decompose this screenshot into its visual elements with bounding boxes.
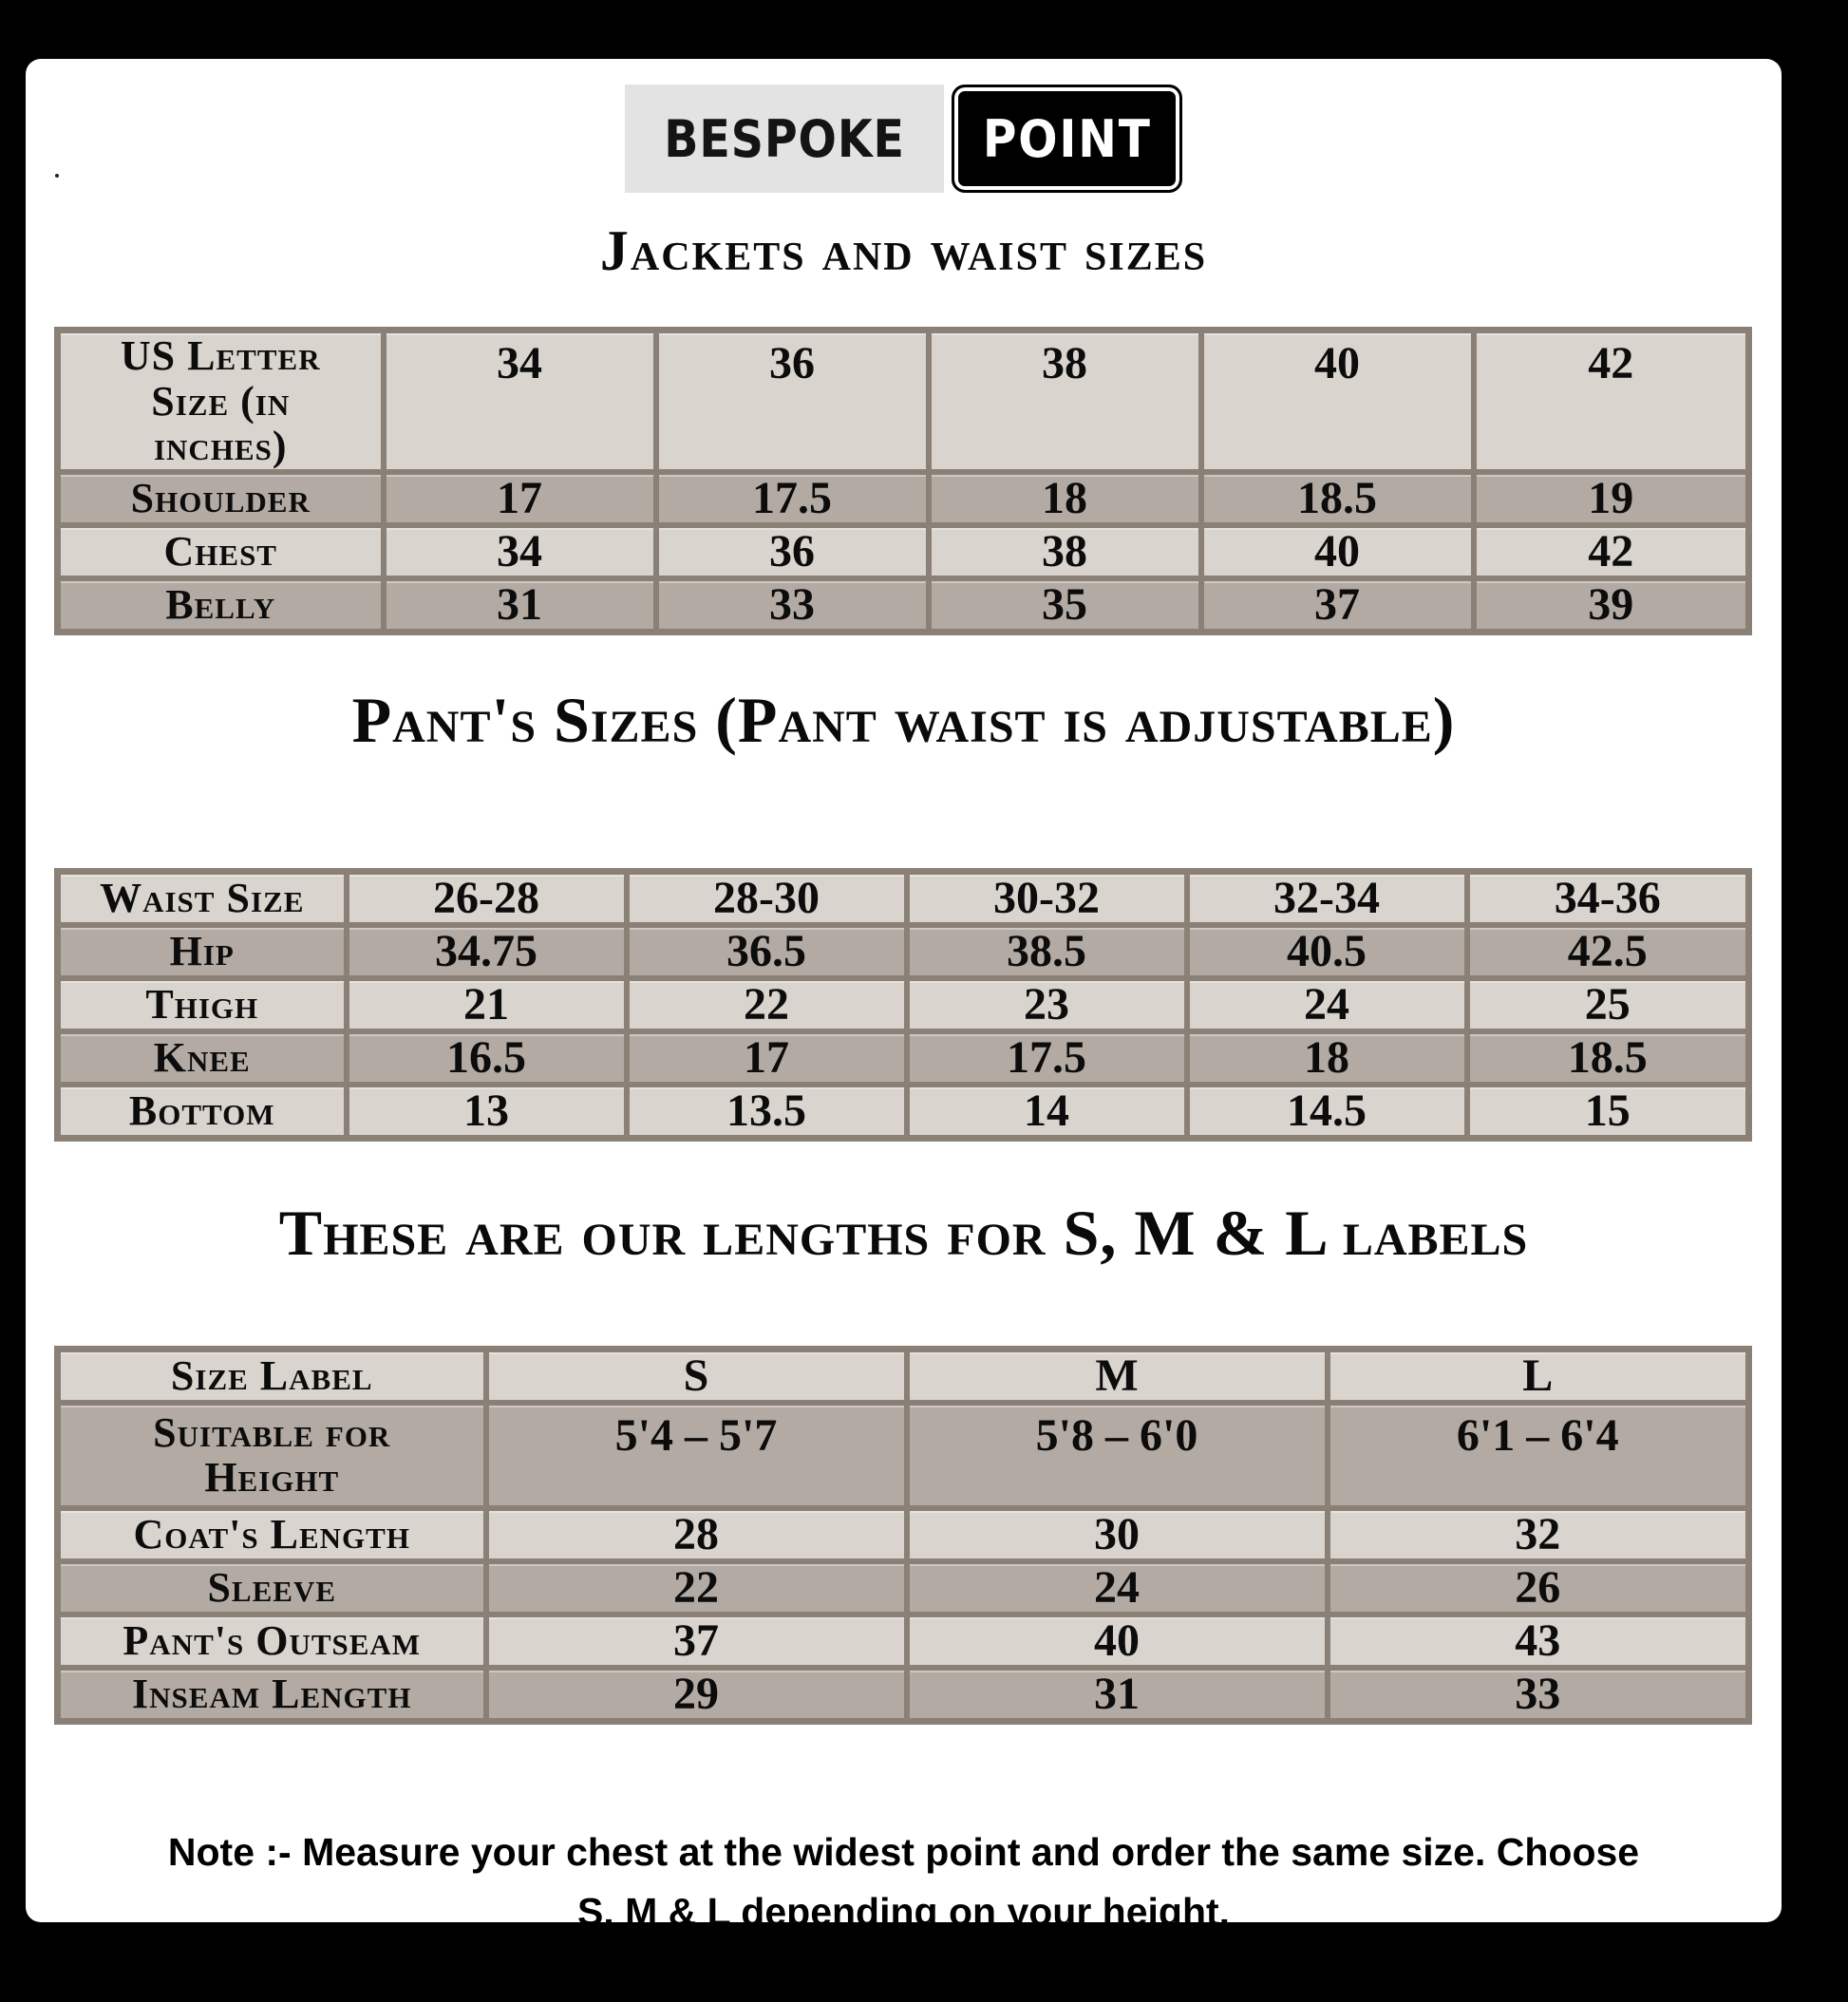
table-cell: 31 xyxy=(384,578,656,633)
table-row xyxy=(58,925,1749,978)
table-cell: 17 xyxy=(627,1031,907,1085)
table-cell: 40 xyxy=(1201,331,1474,472)
table-cell: 6'1 – 6'4 xyxy=(1328,1403,1749,1508)
table-cell: 37 xyxy=(1201,578,1474,633)
row-label: Suitable for Height xyxy=(58,1403,486,1508)
row-label: Bottom xyxy=(58,1085,347,1139)
table-cell: 19 xyxy=(1474,472,1749,525)
table-cell: 24 xyxy=(907,1561,1328,1615)
table-cell: 29 xyxy=(486,1668,907,1722)
table-cell: 37 xyxy=(486,1615,907,1668)
row-label: Coat's Length xyxy=(58,1508,486,1561)
table-row xyxy=(58,331,1749,472)
table-row xyxy=(58,472,1749,525)
table-cell: 28 xyxy=(486,1508,907,1561)
logo-bespoke-text: BESPOKE xyxy=(663,108,905,169)
table-cell: 40 xyxy=(1201,525,1474,578)
table-cell: 42.5 xyxy=(1467,925,1749,978)
sizing-note xyxy=(26,1823,1782,2002)
table-cell: 40 xyxy=(907,1615,1328,1668)
table-cell: 18.5 xyxy=(1467,1031,1749,1085)
table-cell: 14 xyxy=(907,1085,1187,1139)
table-cell: 30-32 xyxy=(907,871,1187,925)
table-cell: S xyxy=(486,1349,907,1403)
pants-section-title: Pant's Sizes (Pant waist is adjustable) xyxy=(351,683,1456,756)
row-label: Pant's Outseam xyxy=(58,1615,486,1668)
table-cell: 21 xyxy=(347,978,627,1031)
table-cell: 40.5 xyxy=(1187,925,1467,978)
note-line-1: Note :- Measure your chest at the widest point and order the same size. Choose xyxy=(167,1829,1640,1874)
table-cell: 5'8 – 6'0 xyxy=(907,1403,1328,1508)
jackets-section-title: Jackets and waist sizes xyxy=(599,219,1208,282)
table-cell: 42 xyxy=(1474,525,1749,578)
table-cell: 16.5 xyxy=(347,1031,627,1085)
table-cell: 25 xyxy=(1467,978,1749,1031)
lengths-section-title: These are our lengths for S, M & L labels xyxy=(278,1196,1529,1269)
table-row xyxy=(58,525,1749,578)
note-line-3: For example : - if your chest is 38 inches and height is 5'10 then order 38 M size xyxy=(167,1949,1640,1993)
table-row xyxy=(58,1668,1749,1722)
table-row xyxy=(58,1031,1749,1085)
table-cell: 36 xyxy=(656,525,929,578)
logo-point-box xyxy=(952,85,1183,193)
row-label: Knee xyxy=(58,1031,347,1085)
table-cell: 34-36 xyxy=(1467,871,1749,925)
table-cell: 36 xyxy=(656,331,929,472)
table-cell: 31 xyxy=(907,1668,1328,1722)
table-cell: 17.5 xyxy=(907,1031,1187,1085)
table-row xyxy=(58,871,1749,925)
table-cell: 38 xyxy=(929,525,1201,578)
table-cell: 24 xyxy=(1187,978,1467,1031)
table-cell: 32-34 xyxy=(1187,871,1467,925)
table-cell: 15 xyxy=(1467,1085,1749,1139)
table-cell: 17.5 xyxy=(656,472,929,525)
table-row xyxy=(58,1615,1749,1668)
brand-logo xyxy=(26,85,1782,193)
table-cell: 18.5 xyxy=(1201,472,1474,525)
table-cell: 22 xyxy=(486,1561,907,1615)
table-row xyxy=(58,1508,1749,1561)
row-label: Inseam Length xyxy=(58,1668,486,1722)
table-cell: 22 xyxy=(627,978,907,1031)
row-label: Thigh xyxy=(58,978,347,1031)
table-cell: 38 xyxy=(929,331,1201,472)
table-cell: 30 xyxy=(907,1508,1328,1561)
table-cell: 28-30 xyxy=(627,871,907,925)
table-cell: 34.75 xyxy=(347,925,627,978)
row-label: US Letter Size (in inches) xyxy=(58,331,384,472)
jackets-waist-table xyxy=(54,327,1752,635)
table-cell: 14.5 xyxy=(1187,1085,1467,1139)
row-label: Waist Size xyxy=(58,871,347,925)
table-row xyxy=(58,1403,1749,1508)
table-row xyxy=(58,1349,1749,1403)
table-cell: 35 xyxy=(929,578,1201,633)
table-cell: 42 xyxy=(1474,331,1749,472)
row-label: Hip xyxy=(58,925,347,978)
table-cell: 13.5 xyxy=(627,1085,907,1139)
table-row xyxy=(58,1085,1749,1139)
table-cell: 26-28 xyxy=(347,871,627,925)
table-cell: L xyxy=(1328,1349,1749,1403)
pants-sizes-table xyxy=(54,868,1752,1142)
table-cell: 33 xyxy=(1328,1668,1749,1722)
table-cell: 43 xyxy=(1328,1615,1749,1668)
row-label: Sleeve xyxy=(58,1561,486,1615)
row-label: Size Label xyxy=(58,1349,486,1403)
table-row xyxy=(58,978,1749,1031)
table-cell: 38.5 xyxy=(907,925,1187,978)
table-cell: 34 xyxy=(384,525,656,578)
table-row xyxy=(58,1561,1749,1615)
row-label: Belly xyxy=(58,578,384,633)
table-cell: 18 xyxy=(1187,1031,1467,1085)
table-cell: 23 xyxy=(907,978,1187,1031)
table-cell: M xyxy=(907,1349,1328,1403)
table-cell: 5'4 – 5'7 xyxy=(486,1403,907,1508)
row-label: Shoulder xyxy=(58,472,384,525)
logo-point-text: POINT xyxy=(982,108,1152,169)
table-cell: 34 xyxy=(384,331,656,472)
table-cell: 13 xyxy=(347,1085,627,1139)
table-cell: 32 xyxy=(1328,1508,1749,1561)
table-cell: 26 xyxy=(1328,1561,1749,1615)
note-line-2: S, M & L depending on your height. xyxy=(576,1889,1231,1934)
logo-bespoke-box xyxy=(625,85,944,193)
table-cell: 33 xyxy=(656,578,929,633)
table-row xyxy=(58,578,1749,633)
table-cell: 36.5 xyxy=(627,925,907,978)
row-label: Chest xyxy=(58,525,384,578)
table-cell: 18 xyxy=(929,472,1201,525)
sml-lengths-table xyxy=(54,1346,1752,1725)
table-cell: 39 xyxy=(1474,578,1749,633)
size-chart-sheet xyxy=(26,59,1782,1993)
ink-speck xyxy=(55,174,59,178)
table-cell: 17 xyxy=(384,472,656,525)
